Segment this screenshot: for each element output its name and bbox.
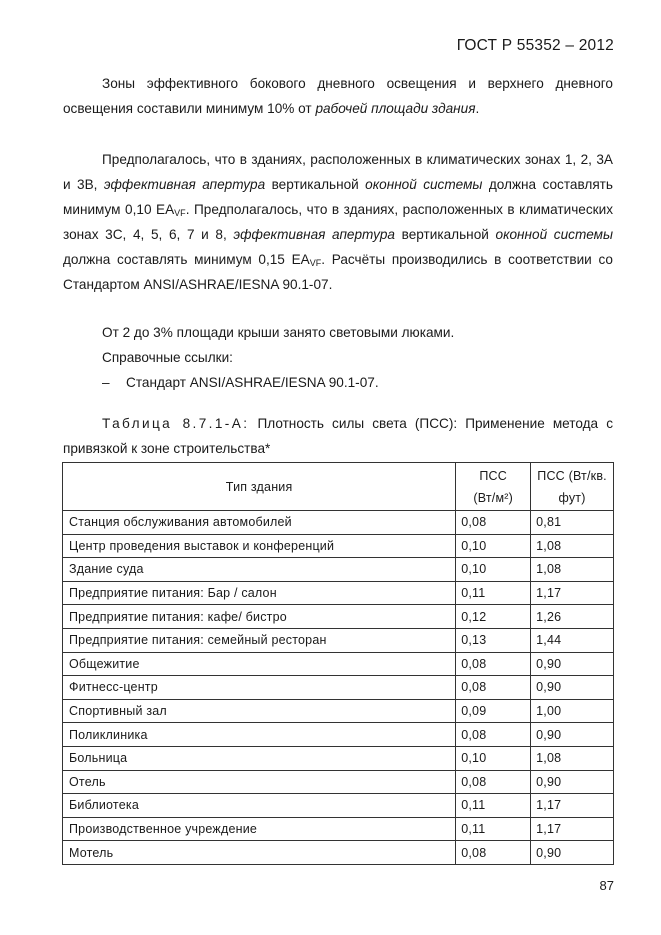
- header-text: (Вт/м²): [473, 490, 513, 505]
- reference-text: Стандарт ANSI/ASHRAE/IESNA 90.1-07.: [126, 375, 379, 390]
- cell-building-type: Отель: [63, 770, 456, 794]
- header-building-type: Тип здания: [63, 463, 456, 511]
- cell-lpd-si: 0,11: [456, 581, 531, 605]
- italic-term: эффективная апертура: [103, 177, 266, 192]
- cell-building-type: Предприятие питания: кафе/ бистро: [63, 605, 456, 629]
- text-span: должна составлять минимум 0,10 EA: [63, 177, 613, 217]
- page-number: 87: [599, 878, 614, 893]
- subscript: VF: [309, 258, 322, 268]
- cell-lpd-ip: 0,90: [531, 676, 614, 700]
- table-row: [63, 746, 614, 770]
- header-lpd-si: [456, 463, 531, 511]
- table-row: [63, 676, 614, 700]
- table-header-row: [63, 463, 614, 511]
- italic-term: эффективная апертура: [233, 227, 395, 242]
- cell-lpd-ip: 0,81: [531, 511, 614, 535]
- cell-lpd-ip: 1,08: [531, 746, 614, 770]
- cell-lpd-si: 0,08: [456, 770, 531, 794]
- cell-lpd-ip: 0,90: [531, 770, 614, 794]
- list-dash: –: [102, 375, 110, 390]
- reference-item: [102, 370, 379, 395]
- cell-building-type: Центр проведения выставок и конференций: [63, 534, 456, 558]
- text-span: должна составлять минимум 0,15 EA: [63, 252, 310, 267]
- cell-lpd-si: 0,10: [456, 534, 531, 558]
- cell-building-type: Здание суда: [63, 558, 456, 582]
- paragraph-daylight-zones: [63, 71, 613, 121]
- cell-lpd-si: 0,10: [456, 746, 531, 770]
- text-span: . Предполагалось, что в зданиях, расположенных в климатических зонах 3С, 4, 5, 6, 7 и 8,: [63, 202, 613, 242]
- cell-building-type: Предприятие питания: Бар / салон: [63, 581, 456, 605]
- cell-building-type: Спортивный зал: [63, 699, 456, 723]
- table-row: [63, 581, 614, 605]
- text-span: вертикальной: [265, 177, 366, 192]
- text-span: Зоны эффективного бокового дневного освещения и верхнего дневного освещения составили минимум 10% от: [63, 76, 613, 116]
- cell-building-type: Больница: [63, 746, 456, 770]
- cell-lpd-ip: 0,90: [531, 652, 614, 676]
- cell-lpd-si: 0,09: [456, 699, 531, 723]
- cell-lpd-si: 0,12: [456, 605, 531, 629]
- cell-lpd-si: 0,11: [456, 817, 531, 841]
- header-text: ПСС (Вт/кв.: [537, 468, 607, 483]
- cell-building-type: Станция обслуживания автомобилей: [63, 511, 456, 535]
- table-row: [63, 652, 614, 676]
- references-heading: Справочные ссылки:: [102, 350, 233, 365]
- header-text: фут): [558, 490, 586, 505]
- table-row: [63, 605, 614, 629]
- italic-term: рабочей площади здания: [315, 101, 476, 116]
- cell-building-type: Библиотека: [63, 794, 456, 818]
- cell-lpd-ip: 1,17: [531, 581, 614, 605]
- table-row: [63, 841, 614, 865]
- cell-lpd-ip: 1,17: [531, 794, 614, 818]
- header-text: ПСС: [479, 468, 507, 483]
- cell-building-type: Фитнесс-центр: [63, 676, 456, 700]
- cell-building-type: Общежитие: [63, 652, 456, 676]
- cell-lpd-ip: 0,90: [531, 841, 614, 865]
- cell-building-type: Производственное учреждение: [63, 817, 456, 841]
- cell-lpd-ip: 1,08: [531, 534, 614, 558]
- italic-term: оконной системы: [365, 177, 483, 192]
- cell-building-type: Мотель: [63, 841, 456, 865]
- italic-term: оконной системы: [495, 227, 614, 242]
- lighting-power-density-table: [62, 462, 614, 865]
- cell-lpd-si: 0,08: [456, 841, 531, 865]
- table-caption-label: Таблица 8.7.1-А:: [102, 416, 250, 431]
- cell-lpd-si: 0,11: [456, 794, 531, 818]
- text-span: вертикальной: [395, 227, 496, 242]
- text-span: . Расчёты производились в соответствии со Стандартом ANSI/ASHRAE/IESNA 90.1-07.: [63, 252, 613, 292]
- cell-building-type: Предприятие питания: семейный ресторан: [63, 628, 456, 652]
- table-row: [63, 534, 614, 558]
- cell-lpd-si: 0,08: [456, 652, 531, 676]
- cell-building-type: Поликлиника: [63, 723, 456, 747]
- table-row: [63, 511, 614, 535]
- document-number: ГОСТ Р 55352 – 2012: [456, 37, 614, 54]
- text-span: .: [475, 101, 480, 116]
- paragraph-aperture: [63, 147, 613, 297]
- cell-lpd-ip: 1,26: [531, 605, 614, 629]
- cell-lpd-si: 0,10: [456, 558, 531, 582]
- table-row: [63, 723, 614, 747]
- table-row: [63, 794, 614, 818]
- table-row: [63, 558, 614, 582]
- cell-lpd-ip: 1,17: [531, 817, 614, 841]
- subscript: VF: [174, 208, 186, 218]
- cell-lpd-ip: 1,08: [531, 558, 614, 582]
- header-lpd-ip: [531, 463, 614, 511]
- paragraph-skylights: От 2 до 3% площади крыши занято световыми люками.: [102, 325, 455, 340]
- cell-lpd-ip: 0,90: [531, 723, 614, 747]
- cell-lpd-si: 0,08: [456, 723, 531, 747]
- cell-lpd-si: 0,13: [456, 628, 531, 652]
- text-span: Предполагалось, что в зданиях, расположенных в климатических зонах 1, 2, 3А и 3В,: [63, 152, 613, 192]
- cell-lpd-si: 0,08: [456, 676, 531, 700]
- cell-lpd-si: 0,08: [456, 511, 531, 535]
- cell-lpd-ip: 1,00: [531, 699, 614, 723]
- table-row: [63, 770, 614, 794]
- table-row: [63, 628, 614, 652]
- table-caption: [63, 411, 613, 461]
- cell-lpd-ip: 1,44: [531, 628, 614, 652]
- table-caption-text: Плотность силы света (ПСС): Применение метода с привязкой к зоне строительства*: [63, 416, 613, 456]
- table-row: [63, 699, 614, 723]
- table-row: [63, 817, 614, 841]
